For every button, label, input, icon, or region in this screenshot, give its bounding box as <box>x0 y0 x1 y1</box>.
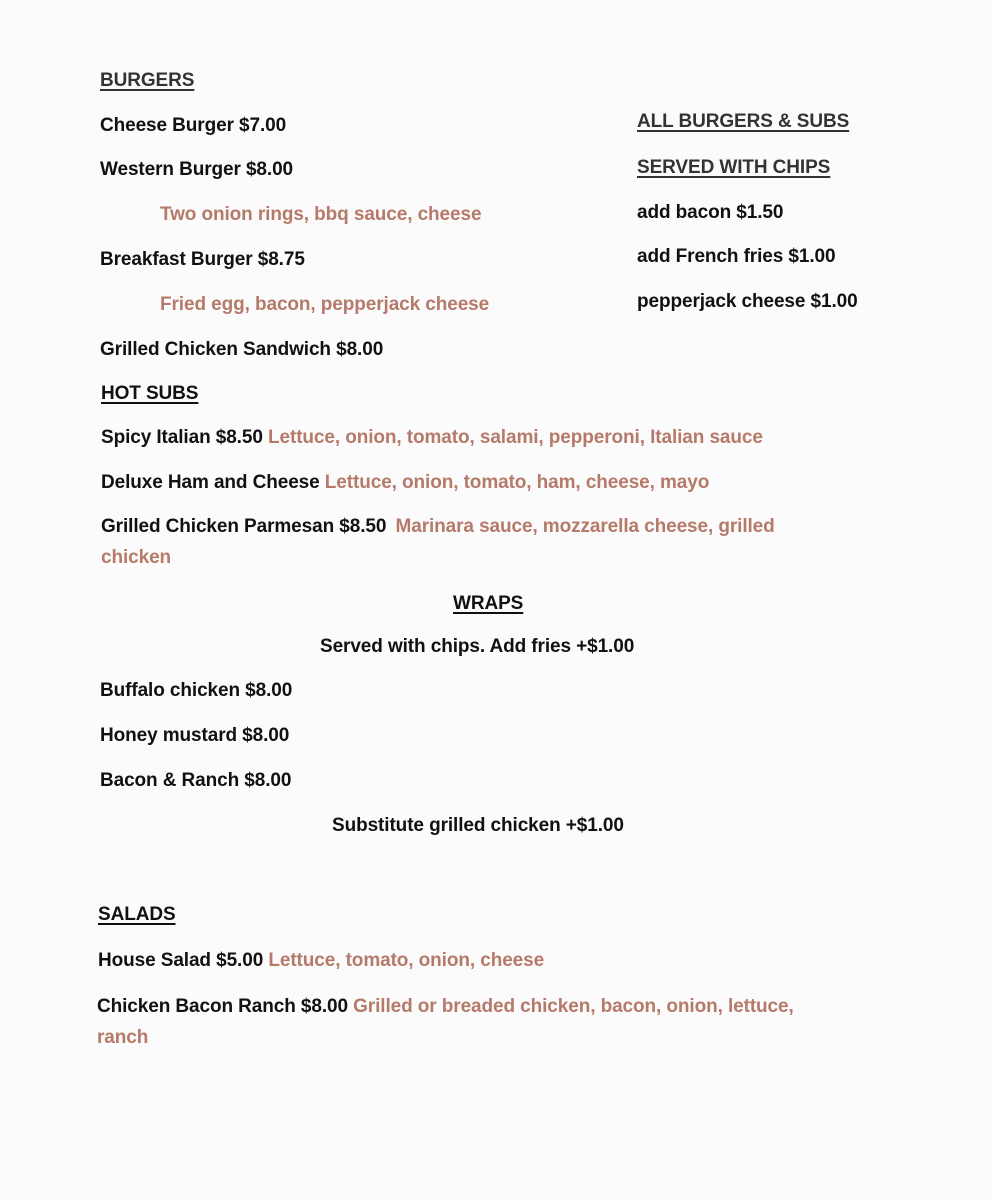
addon-pepperjack: pepperjack cheese $1.00 <box>637 291 858 312</box>
menu-item-buffalo-chicken: Buffalo chicken $8.00 <box>100 680 293 701</box>
menu-item-spicy-italian <box>101 427 763 449</box>
wraps-note: Served with chips. Add fries +$1.00 <box>320 636 635 657</box>
house-salad-description: Lettuce, tomato, onion, cheese <box>268 950 545 971</box>
house-salad-name: House Salad $5.00 <box>98 950 264 971</box>
spicy-italian-name: Spicy Italian $8.50 <box>101 427 263 448</box>
menu-item-western-burger: Western Burger $8.00 <box>100 159 294 180</box>
chicken-bacon-ranch-description-cont: ranch <box>97 1027 149 1048</box>
salads-heading: SALADS <box>98 904 176 925</box>
menu-item-grilled-chicken-sandwich: Grilled Chicken Sandwich $8.00 <box>100 339 384 360</box>
chicken-bacon-ranch-name: Chicken Bacon Ranch $8.00 <box>97 996 348 1017</box>
menu-item-deluxe-ham-cheese <box>101 472 709 494</box>
addon-bacon: add bacon $1.50 <box>637 202 784 223</box>
hot-subs-heading: HOT SUBS <box>101 383 199 404</box>
chicken-bacon-ranch-description: Grilled or breaded chicken, bacon, onion, lettuce, <box>353 996 794 1017</box>
chicken-parmesan-description: Marinara sauce, mozzarella cheese, grilled <box>395 516 775 537</box>
wraps-substitute-note: Substitute grilled chicken +$1.00 <box>332 815 624 836</box>
menu-item-bacon-ranch: Bacon & Ranch $8.00 <box>100 770 292 791</box>
burgers-heading: BURGERS <box>100 70 195 91</box>
western-burger-description: Two onion rings, bbq sauce, cheese <box>160 204 482 225</box>
chicken-parmesan-description-cont: chicken <box>101 547 172 568</box>
deluxe-ham-description: Lettuce, onion, tomato, ham, cheese, mayo <box>324 472 710 493</box>
menu-item-breakfast-burger: Breakfast Burger $8.75 <box>100 249 305 270</box>
menu-item-chicken-bacon-ranch <box>97 996 794 1018</box>
sidebar-heading-served-chips: SERVED WITH CHIPS <box>637 157 831 178</box>
deluxe-ham-name: Deluxe Ham and Cheese <box>101 472 320 493</box>
chicken-parmesan-name: Grilled Chicken Parmesan $8.50 <box>101 516 387 537</box>
breakfast-burger-description: Fried egg, bacon, pepperjack cheese <box>160 294 490 315</box>
wraps-heading: WRAPS <box>453 593 524 614</box>
menu-item-house-salad <box>98 950 544 972</box>
menu-item-honey-mustard: Honey mustard $8.00 <box>100 725 290 746</box>
sidebar-heading-burgers-subs: ALL BURGERS & SUBS <box>637 111 850 132</box>
addon-french-fries: add French fries $1.00 <box>637 246 836 267</box>
spicy-italian-description: Lettuce, onion, tomato, salami, pepperoni, Italian sauce <box>268 427 763 448</box>
menu-item-grilled-chicken-parmesan <box>101 516 775 538</box>
menu-item-cheese-burger: Cheese Burger $7.00 <box>100 115 287 136</box>
